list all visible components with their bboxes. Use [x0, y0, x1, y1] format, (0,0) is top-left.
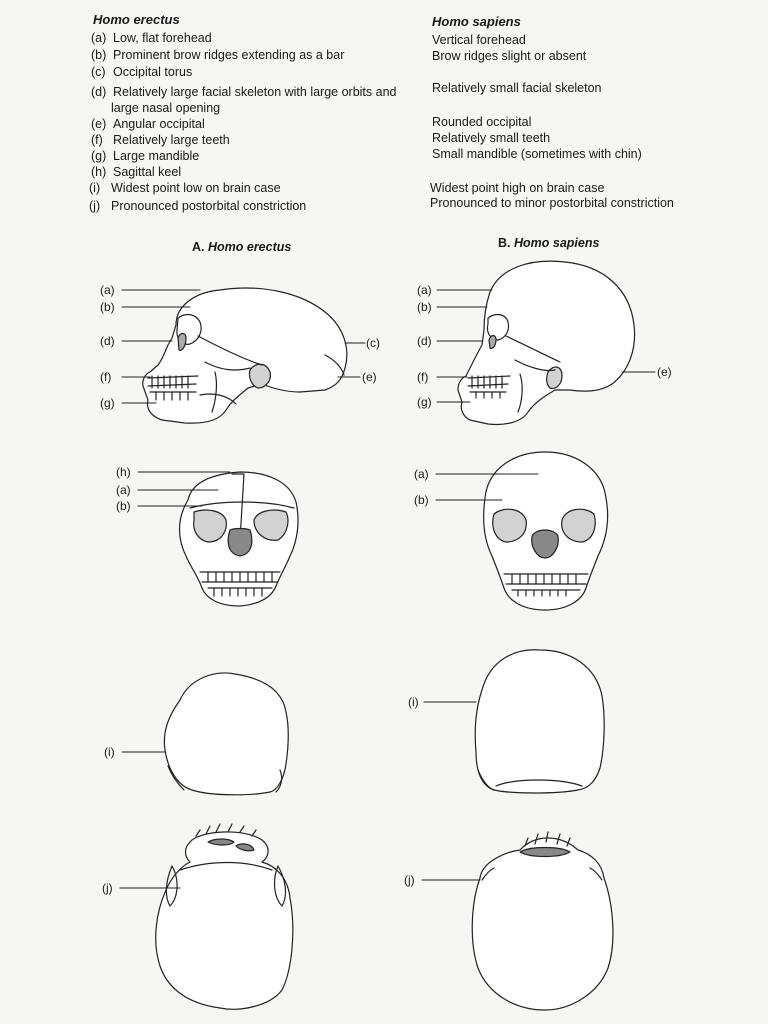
sapiens-trait: Pronounced to minor postorbital constriction — [430, 196, 674, 210]
callout-erectus-lateral-g: (g) — [100, 396, 115, 410]
callout-erectus-lateral-f: (f) — [100, 370, 112, 384]
callout-erectus-rear-i: (i) — [104, 745, 115, 759]
sapiens-heading: Homo sapiens — [432, 14, 521, 29]
sapiens-lateral-skull — [458, 261, 635, 424]
callout-sapiens-lateral-g: (g) — [417, 395, 432, 409]
erectus-trait: (a) Low, flat forehead — [91, 31, 212, 45]
erectus-trait: (b) Prominent brow ridges extending as a bar — [91, 48, 345, 62]
erectus-top-skull — [156, 824, 293, 1009]
sapiens-rear-skull — [475, 650, 604, 793]
erectus-trait: (f) Relatively large teeth — [91, 133, 230, 147]
erectus-trait: (h) Sagittal keel — [91, 165, 182, 179]
callout-erectus-lateral-a: (a) — [100, 283, 115, 297]
callout-sapiens-frontal-a: (a) — [414, 467, 429, 481]
callout-sapiens-lateral-f: (f) — [417, 370, 429, 384]
figure-a-title: A. Homo erectus — [192, 240, 292, 254]
callout-sapiens-lateral-e: (e) — [657, 365, 672, 379]
callout-erectus-frontal-b: (b) — [116, 499, 131, 513]
erectus-rear-skull — [164, 673, 288, 795]
callout-erectus-lateral-c: (c) — [366, 336, 380, 350]
callout-sapiens-lateral-b: (b) — [417, 300, 432, 314]
erectus-trait: (c) Occipital torus — [91, 65, 193, 79]
callout-erectus-lateral-e: (e) — [362, 370, 377, 384]
erectus-trait: (e) Angular occipital — [91, 117, 205, 131]
sapiens-trait: Widest point high on brain case — [430, 181, 605, 195]
erectus-trait: (j) Pronounced postorbital constriction — [89, 199, 307, 213]
callout-erectus-lateral-b: (b) — [100, 300, 115, 314]
erectus-heading: Homo erectus — [93, 12, 180, 27]
callout-sapiens-lateral-a: (a) — [417, 283, 432, 297]
figure-b-title: B. Homo sapiens — [498, 236, 600, 250]
callout-erectus-top-j: (j) — [102, 881, 113, 895]
callout-sapiens-frontal-b: (b) — [414, 493, 429, 507]
callout-erectus-frontal-a: (a) — [116, 483, 131, 497]
sapiens-frontal-skull — [484, 452, 608, 610]
erectus-frontal-skull — [180, 472, 299, 606]
sapiens-trait: Vertical forehead — [432, 33, 526, 47]
callout-erectus-frontal-h: (h) — [116, 465, 131, 479]
callout-sapiens-top-j: (j) — [404, 873, 415, 887]
callout-sapiens-rear-i: (i) — [408, 695, 419, 709]
erectus-trait: (d) Relatively large facial skeleton with large orbits and — [91, 85, 397, 99]
sapiens-trait: Relatively small facial skeleton — [432, 81, 602, 95]
sapiens-trait: Small mandible (sometimes with chin) — [432, 147, 642, 161]
erectus-trait-continued: large nasal opening — [111, 101, 221, 115]
erectus-trait: (i) Widest point low on brain case — [89, 181, 281, 195]
callout-sapiens-lateral-d: (d) — [417, 334, 432, 348]
erectus-lateral-skull — [143, 288, 347, 423]
sapiens-trait: Relatively small teeth — [432, 131, 551, 145]
callout-erectus-lateral-d: (d) — [100, 334, 115, 348]
sapiens-top-skull — [472, 832, 613, 1010]
sapiens-trait: Brow ridges slight or absent — [432, 49, 587, 63]
sapiens-trait: Rounded occipital — [432, 115, 532, 129]
erectus-trait: (g) Large mandible — [91, 149, 200, 163]
